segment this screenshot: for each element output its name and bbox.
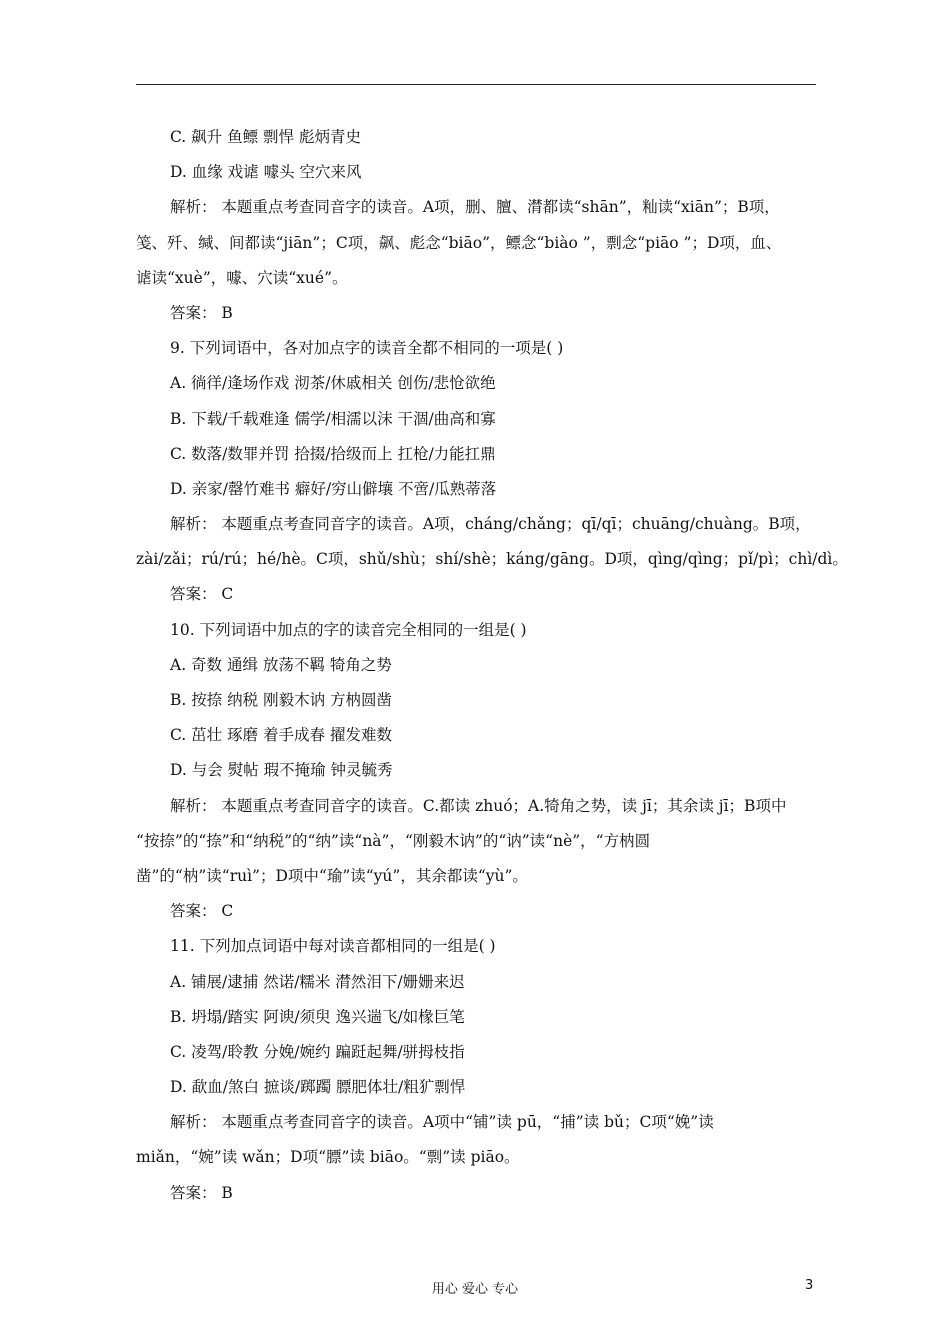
text-line: D. 亲家/罄竹难书 癖好/穷山僻壤 不啻/瓜熟蒂落 [170, 479, 497, 498]
text-line: D. 与会 熨帖 瑕不掩瑜 钟灵毓秀 [170, 761, 393, 780]
text-line: 解析： 本题重点考查同音字的读音。A项中“铺”读 pū，“捕”读 bǔ；C项“娩”读 [170, 1113, 714, 1132]
text-line: 凿”的“枘”读“ruì”；D项中“瑜”读“yú”，其余都读“yù”。 [136, 866, 528, 885]
text-line: 9. 下列词语中，各对加点字的读音全都不相同的一项是( ) [170, 339, 564, 358]
text-line: 答案： B [170, 303, 233, 322]
header-rule [136, 84, 816, 85]
text-line: D. 血缘 戏谑 噱头 空穴来风 [170, 163, 362, 182]
text-line: 解析： 本题重点考查同音字的读音。A项，cháng/chǎng；qī/qī；chuāng/chuàng。B项， [170, 515, 811, 534]
text-line: B. 下载/千载难逢 儒学/相濡以沫 干涸/曲高和寡 [170, 409, 496, 428]
text-line: C. 茁壮 琢磨 着手成春 擢发难数 [170, 726, 392, 745]
text-line: D. 歃血/煞白 摭谈/踯躅 膘肥体壮/粗犷剽悍 [170, 1078, 466, 1097]
text-line: 答案： B [170, 1183, 233, 1202]
text-line: B. 坍塌/踏实 阿谀/须臾 逸兴遄飞/如椽巨笔 [170, 1007, 465, 1026]
text-line: miǎn，“婉”读 wǎn；D项“膘”读 biāo。“剽”读 piāo。 [136, 1148, 520, 1167]
text-line: 10. 下列词语中加点的字的读音完全相同的一组是( ) [170, 620, 527, 639]
text-line: 谑读“xuè”，噱、穴读“xué”。 [136, 268, 348, 287]
text-line: 解析： 本题重点考查同音字的读音。C.都读 zhuó；A.犄角之势，读 jī；其余读 jī；B项中 [170, 796, 787, 815]
text-line: C. 凌驾/聆教 分娩/婉约 蹁跹起舞/骈拇枝指 [170, 1042, 465, 1061]
text-line: “按捺”的“捺”和“纳税”的“纳”读“nà”，“刚毅木讷”的“讷”读“nè”，“方枘圆 [136, 831, 651, 850]
text-line: B. 按捺 纳税 刚毅木讷 方枘圆凿 [170, 691, 393, 709]
text-line: A. 铺展/逮捕 然诺/糯米 潸然泪下/姗姗来迟 [170, 972, 465, 991]
text-line: 笺、歼、缄、间都读“jiān”；C项，飙、彪念“biāo”，鳔念“biào ”，剽念“piāo ”；D项，血、 [136, 233, 782, 252]
text-line: 答案： C [170, 902, 234, 921]
page-number: 3 [805, 1278, 814, 1293]
text-line: 解析： 本题重点考查同音字的读音。A项，删、膻、潸都读“shān”，籼读“xiān”；B项， [170, 198, 780, 217]
text-line: 11. 下列加点词语中每对读音都相同的一组是( ) [170, 937, 496, 956]
text-line: zài/zǎi；rú/rú；hé/hè。C项，shǔ/shù；shí/shè；káng/gāng。D项，qìng/qìng；pǐ/pì；chì/dì。 [136, 550, 848, 569]
text-line: A. 徜徉/逢场作戏 沏茶/休戚相关 创伤/悲怆欲绝 [170, 374, 496, 393]
text-line: 答案： C [170, 585, 234, 604]
page-body [136, 120, 848, 1211]
text-line: C. 数落/数罪并罚 拾掇/拾级而上 扛枪/力能扛鼎 [170, 444, 496, 463]
text-line: C. 飙升 鱼鳔 剽悍 彪炳青史 [170, 128, 361, 146]
text-line: A. 奇数 通缉 放荡不羁 犄角之势 [170, 655, 392, 674]
page-footer: 用心 爱心 专心 [431, 1282, 519, 1297]
